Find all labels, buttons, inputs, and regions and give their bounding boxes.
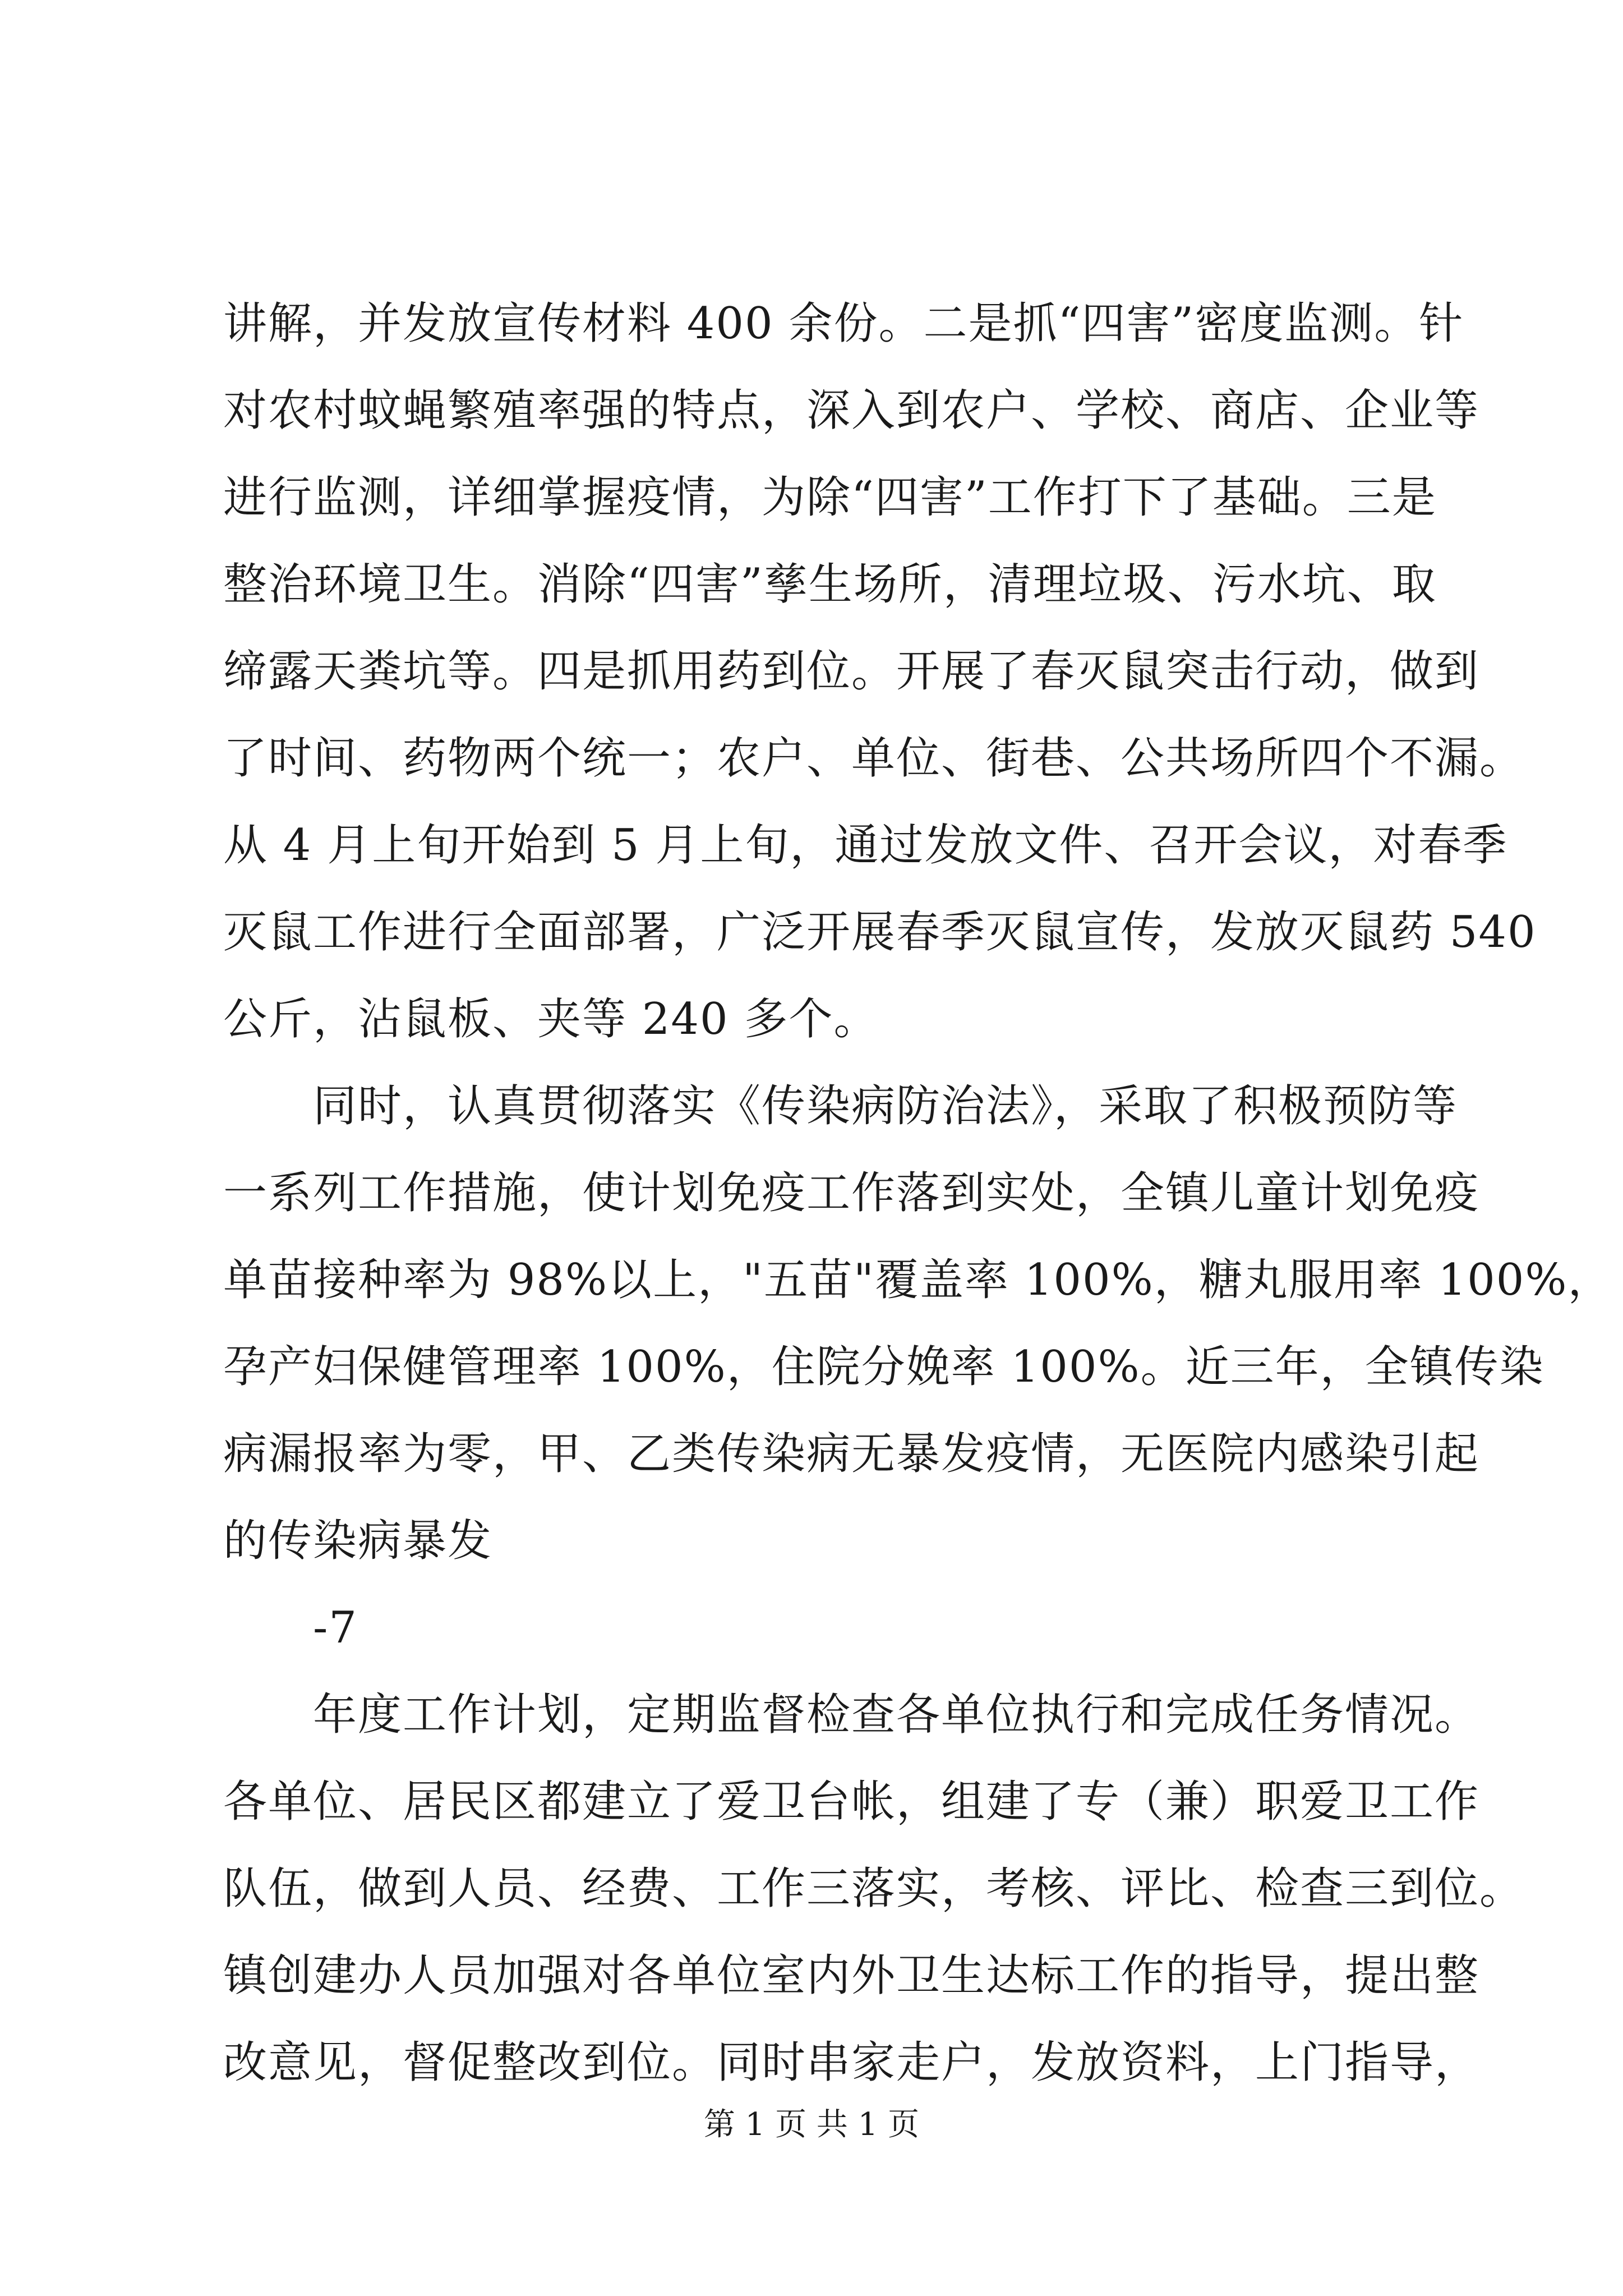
text-line: 公斤，沾鼠板、夹等 240 多个。 xyxy=(223,994,879,1045)
text-line: 队伍，做到人员、经费、工作三落实，考核、评比、检查三到位。 xyxy=(223,1864,1525,1914)
paragraph-start-line: 年度工作计划，定期监督检查各单位执行和完成任务情况。 xyxy=(313,1690,1480,1740)
text-line: 讲解，并发放宣传材料 400 余份。二是抓“四害”密度监测。针 xyxy=(223,298,1464,349)
page-footer: 第 1 页 共 1 页 xyxy=(703,2106,920,2143)
text-line: 对农村蚊蝇繁殖率强的特点，深入到农户、学校、商店、企业等 xyxy=(223,385,1480,436)
text-line: 了时间、药物两个统一；农户、单位、街巷、公共场所四个不漏。 xyxy=(223,733,1525,784)
text-line: 一系列工作措施，使计划免疫工作落到实处，全镇儿童计划免疫 xyxy=(223,1168,1480,1218)
text-line: 单苗接种率为 98%以上，"五苗"覆盖率 100%，糖丸服用率 100%， xyxy=(223,1255,1613,1305)
text-line: 的传染病暴发 xyxy=(223,1516,493,1566)
page-number-fragment: -7 xyxy=(313,1603,358,1653)
text-line: 镇创建办人员加强对各单位室内外卫生达标工作的指导，提出整 xyxy=(223,1950,1480,2001)
paragraph-start-line: 同时，认真贯彻落实《传染病防治法》，采取了积极预防等 xyxy=(313,1081,1458,1131)
document-body xyxy=(223,280,1613,2106)
text-line: 各单位、居民区都建立了爱卫台帐，组建了专（兼）职爱卫工作 xyxy=(223,1777,1480,1827)
text-line: 进行监测，详细掌握疫情，为除“四害”工作打下了基础。三是 xyxy=(223,472,1437,523)
text-line: 从 4 月上旬开始到 5 月上旬，通过发放文件、召开会议，对春季 xyxy=(223,820,1508,871)
text-line: 灭鼠工作进行全面部署，广泛开展春季灭鼠宣传，发放灭鼠药 540 xyxy=(223,907,1537,958)
text-line: 缔露天粪坑等。四是抓用药到位。开展了春灭鼠突击行动，做到 xyxy=(223,646,1480,697)
text-line: 改意见，督促整改到位。同时串家走户，发放资料，上门指导， xyxy=(223,2037,1480,2088)
text-line: 孕产妇保健管理率 100%，住院分娩率 100%。近三年，全镇传染 xyxy=(223,1342,1544,1392)
text-line: 整治环境卫生。消除“四害”孳生场所，清理垃圾、污水坑、取 xyxy=(223,559,1437,610)
text-line: 病漏报率为零，甲、乙类传染病无暴发疫情，无医院内感染引起 xyxy=(223,1429,1480,1479)
